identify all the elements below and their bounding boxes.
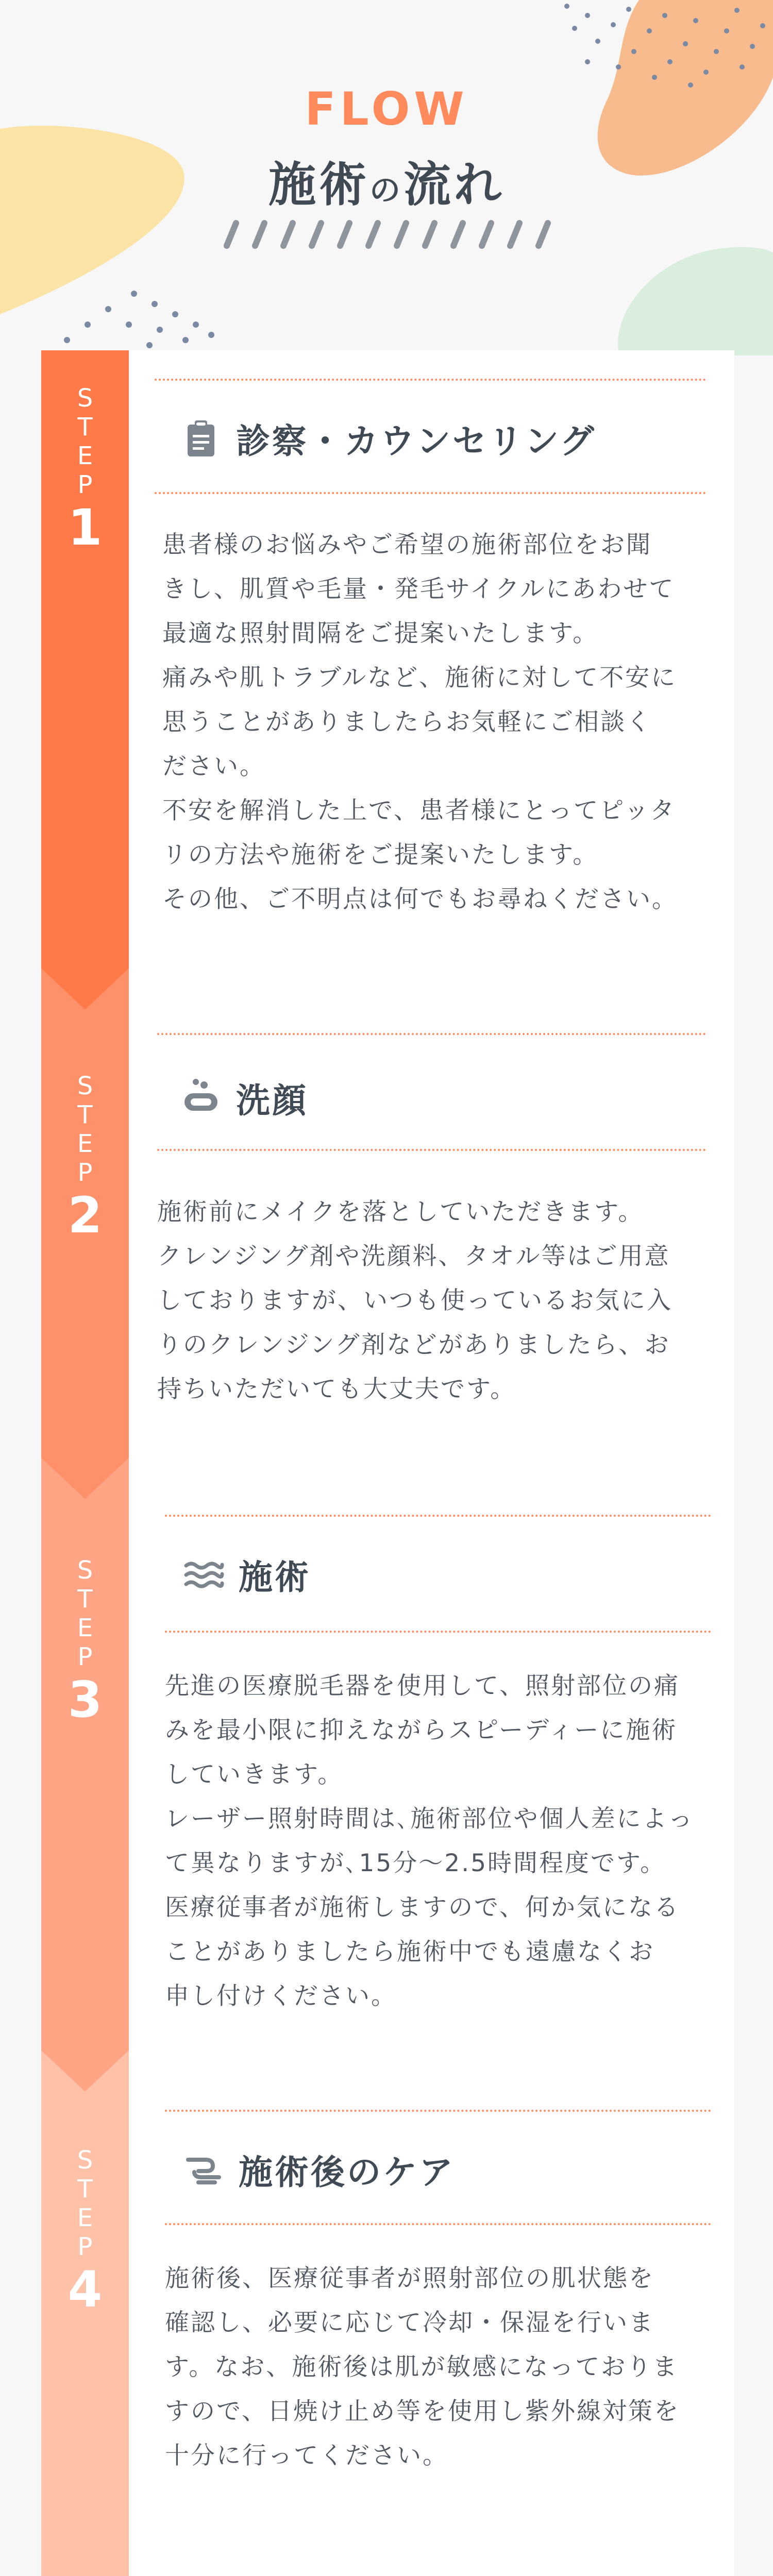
step-body-line: しておりますが、いつも使っているお気に入 xyxy=(157,1286,673,1315)
step-body-line: りのクレンジング剤などがありましたら、お xyxy=(157,1331,670,1359)
step-body-line: その他、ご不明点は何でもお尋ねください。 xyxy=(162,885,678,913)
step-body-2 xyxy=(157,1190,709,1412)
step-body-line: 持ちいただいても大丈夫です。 xyxy=(157,1375,516,1403)
step-body-line: 確認し、必要に応じて冷却・保湿を行いま xyxy=(165,2309,654,2337)
step-divider xyxy=(165,1631,711,1633)
step-body-line: ことがありましたら施術中でも遠慮なくお xyxy=(165,1938,654,1966)
step-body-line: 不安を解消した上で、患者様にとってピッタ xyxy=(162,796,676,825)
step-word: S T E P xyxy=(77,1072,93,1187)
page-title xyxy=(0,147,773,215)
step-label-2 xyxy=(41,1072,129,1244)
dots-decoration-left xyxy=(57,283,222,350)
step-number: 1 xyxy=(68,499,103,556)
flow-eyebrow: FLOW xyxy=(305,82,468,135)
step-body-line: リの方法や施術をご提案いたします。 xyxy=(162,841,599,869)
step-title-text: 施術後のケア xyxy=(239,2152,455,2192)
waves-icon xyxy=(183,1553,224,1595)
step-title-text: 施術 xyxy=(239,1557,311,1597)
step-body-line: レーザー照射時間は､施術部位や個人差によっ xyxy=(165,1805,694,1833)
step-ribbon-segment-3 xyxy=(41,1458,129,2092)
step-body-line: クレンジング剤や洗顔料、タオル等はご用意 xyxy=(157,1242,670,1270)
step-body-line: す。なお、施術後は肌が敏感になっておりま xyxy=(165,2353,679,2381)
step-divider xyxy=(157,1149,706,1151)
clipboard-icon xyxy=(180,417,222,459)
step-body-line: すので、日焼け止め等を使用し紫外線対策を xyxy=(165,2397,680,2426)
step-title-4 xyxy=(183,2138,455,2200)
step-body-line: 施術前にメイクを落としていただきます。 xyxy=(157,1198,644,1226)
step-title-3 xyxy=(183,1543,311,1605)
step-body-line: 申し付けください。 xyxy=(165,1982,397,2010)
page-title-part: 施術 xyxy=(268,157,369,212)
step-divider xyxy=(157,1033,706,1035)
step-divider xyxy=(155,379,706,381)
step-title-text: 洗顔 xyxy=(236,1080,308,1121)
step-body-line: きし、肌質や毛量・発毛サイクルにあわせて xyxy=(162,575,675,603)
step-body-line: て異なりますが､15分〜2.5時間程度です。 xyxy=(165,1849,666,1877)
flow-header xyxy=(0,0,773,350)
step-number: 3 xyxy=(68,1671,103,1728)
face-wash-icon xyxy=(180,1077,222,1118)
step-word: S T E P xyxy=(77,384,93,499)
step-label-4 xyxy=(41,2146,129,2318)
step-body-line: 思うことがありましたらお気軽にご相談く xyxy=(162,708,652,736)
step-divider xyxy=(155,492,706,494)
step-title-1 xyxy=(180,407,596,469)
step-body-line: 先進の医療脱毛器を使用して、照射部位の痛 xyxy=(165,1672,680,1700)
step-body-line: 患者様のお悩みやご希望の施術部位をお聞 xyxy=(162,531,652,559)
step-body-line: していきます。 xyxy=(165,1760,344,1789)
step-body-1 xyxy=(162,523,709,922)
step-number: 2 xyxy=(68,1187,103,1244)
step-divider xyxy=(165,2110,711,2112)
step-title-text: 診察・カウンセリング xyxy=(236,421,596,461)
step-body-line: 十分に行ってください。 xyxy=(165,2442,448,2470)
step-divider xyxy=(165,2223,711,2225)
green-blob-decoration xyxy=(608,242,773,355)
step-label-1 xyxy=(41,384,129,556)
page-title-particle: の xyxy=(369,173,404,209)
step-body-line: 医療従事者が施術しますので、何か気になる xyxy=(165,1893,680,1922)
step-body-line: 痛みや肌トラブルなど、施術に対して不安に xyxy=(162,664,677,692)
step-word: S T E P xyxy=(77,2146,93,2261)
slash-divider-decoration xyxy=(216,219,557,250)
step-label-3 xyxy=(41,1556,129,1728)
step-body-3 xyxy=(165,1664,711,2019)
step-body-line: 施術後、医療従事者が照射部位の肌状態を xyxy=(165,2264,654,2293)
step-word: S T E P xyxy=(77,1556,93,1671)
step-body-line: 最適な照射間隔をご提案いたします。 xyxy=(162,619,599,648)
step-body-line: ださい。 xyxy=(162,752,265,781)
step-number: 4 xyxy=(68,2261,103,2318)
care-hand-icon xyxy=(183,2148,224,2190)
page-title-part: 流れ xyxy=(404,157,505,212)
step-body-line: みを最小限に抑えながらスピーディーに施術 xyxy=(165,1716,678,1744)
step-title-2 xyxy=(180,1066,308,1128)
step-body-4 xyxy=(165,2257,711,2478)
step-divider xyxy=(165,1515,711,1517)
